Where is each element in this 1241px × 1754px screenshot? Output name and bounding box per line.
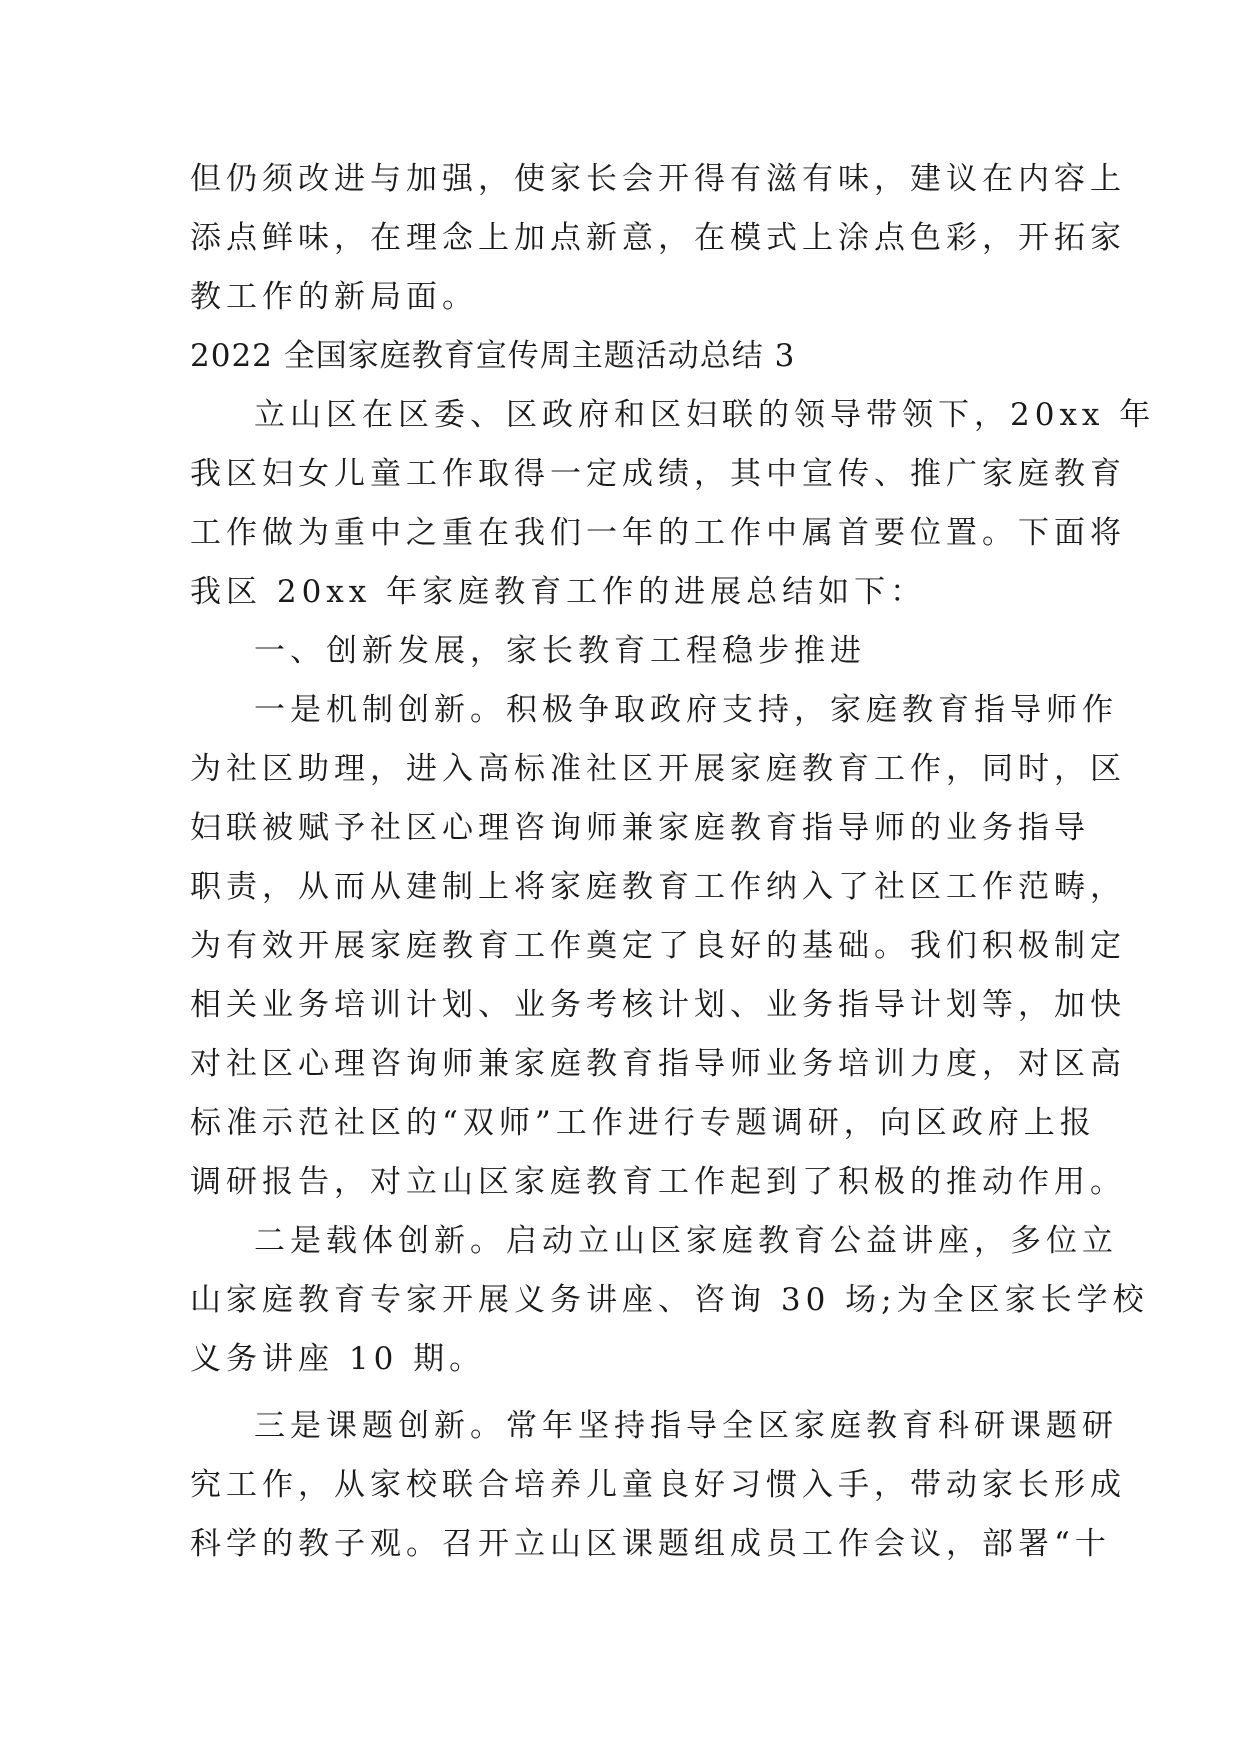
text-line: 标准示范社区的“双师”工作进行专题调研，向区政府上报 bbox=[190, 1105, 1096, 1141]
text-line: 我区妇女儿童工作取得一定成绩，其中宣传、推广家庭教育 bbox=[190, 456, 1126, 492]
text-line: 三是课题创新。常年坚持指导全区家庭教育科研课题研 bbox=[254, 1408, 1118, 1444]
text-line: 教工作的新局面。 bbox=[190, 279, 478, 315]
text-line: 义务讲座 10 期。 bbox=[190, 1341, 486, 1377]
document-body bbox=[190, 150, 1156, 1574]
text-line: 为有效开展家庭教育工作奠定了良好的基础。我们积极制定 bbox=[190, 928, 1126, 964]
text-line: 二是载体创新。启动立山区家庭教育公益讲座，多位立 bbox=[254, 1223, 1118, 1259]
text-line: 立山区在区委、区政府和区妇联的领导带领下，20xx 年 bbox=[254, 397, 1156, 433]
text-line: 为社区助理，进入高标准社区开展家庭教育工作，同时，区 bbox=[190, 751, 1126, 787]
text-line: 添点鲜味，在理念上加点新意，在模式上涂点色彩，开拓家 bbox=[190, 220, 1126, 256]
text-line: 对社区心理咨询师兼家庭教育指导师业务培训力度，对区高 bbox=[190, 1046, 1126, 1082]
text-line: 我区 20xx 年家庭教育工作的进展总结如下： bbox=[190, 574, 927, 610]
section-title: 2022 全国家庭教育宣传周主题活动总结 3 bbox=[190, 338, 796, 374]
text-line: 究工作，从家校联合培养儿童良好习惯入手，带动家长形成 bbox=[190, 1467, 1126, 1503]
text-line: 但仍须改进与加强，使家长会开得有滋有味，建议在内容上 bbox=[190, 161, 1126, 197]
paragraph-gap bbox=[190, 1389, 1050, 1397]
text-line: 一是机制创新。积极争取政府支持，家庭教育指导师作 bbox=[254, 692, 1118, 728]
text-line: 相关业务培训计划、业务考核计划、业务指导计划等，加快 bbox=[190, 987, 1126, 1023]
text-line: 科学的教子观。召开立山区课题组成员工作会议，部署“十 bbox=[190, 1526, 1111, 1562]
text-line: 妇联被赋予社区心理咨询师兼家庭教育指导师的业务指导 bbox=[190, 810, 1090, 846]
text-line: 职责，从而从建制上将家庭教育工作纳入了社区工作范畴， bbox=[190, 869, 1126, 905]
text-line: 山家庭教育专家开展义务讲座、咨询 30 场;为全区家长学校 bbox=[190, 1282, 1149, 1318]
text-line: 调研报告，对立山区家庭教育工作起到了积极的推动作用。 bbox=[190, 1164, 1126, 1200]
text-line: 工作做为重中之重在我们一年的工作中属首要位置。下面将 bbox=[190, 515, 1126, 551]
subsection-heading: 一、创新发展，家长教育工程稳步推进 bbox=[254, 633, 866, 669]
